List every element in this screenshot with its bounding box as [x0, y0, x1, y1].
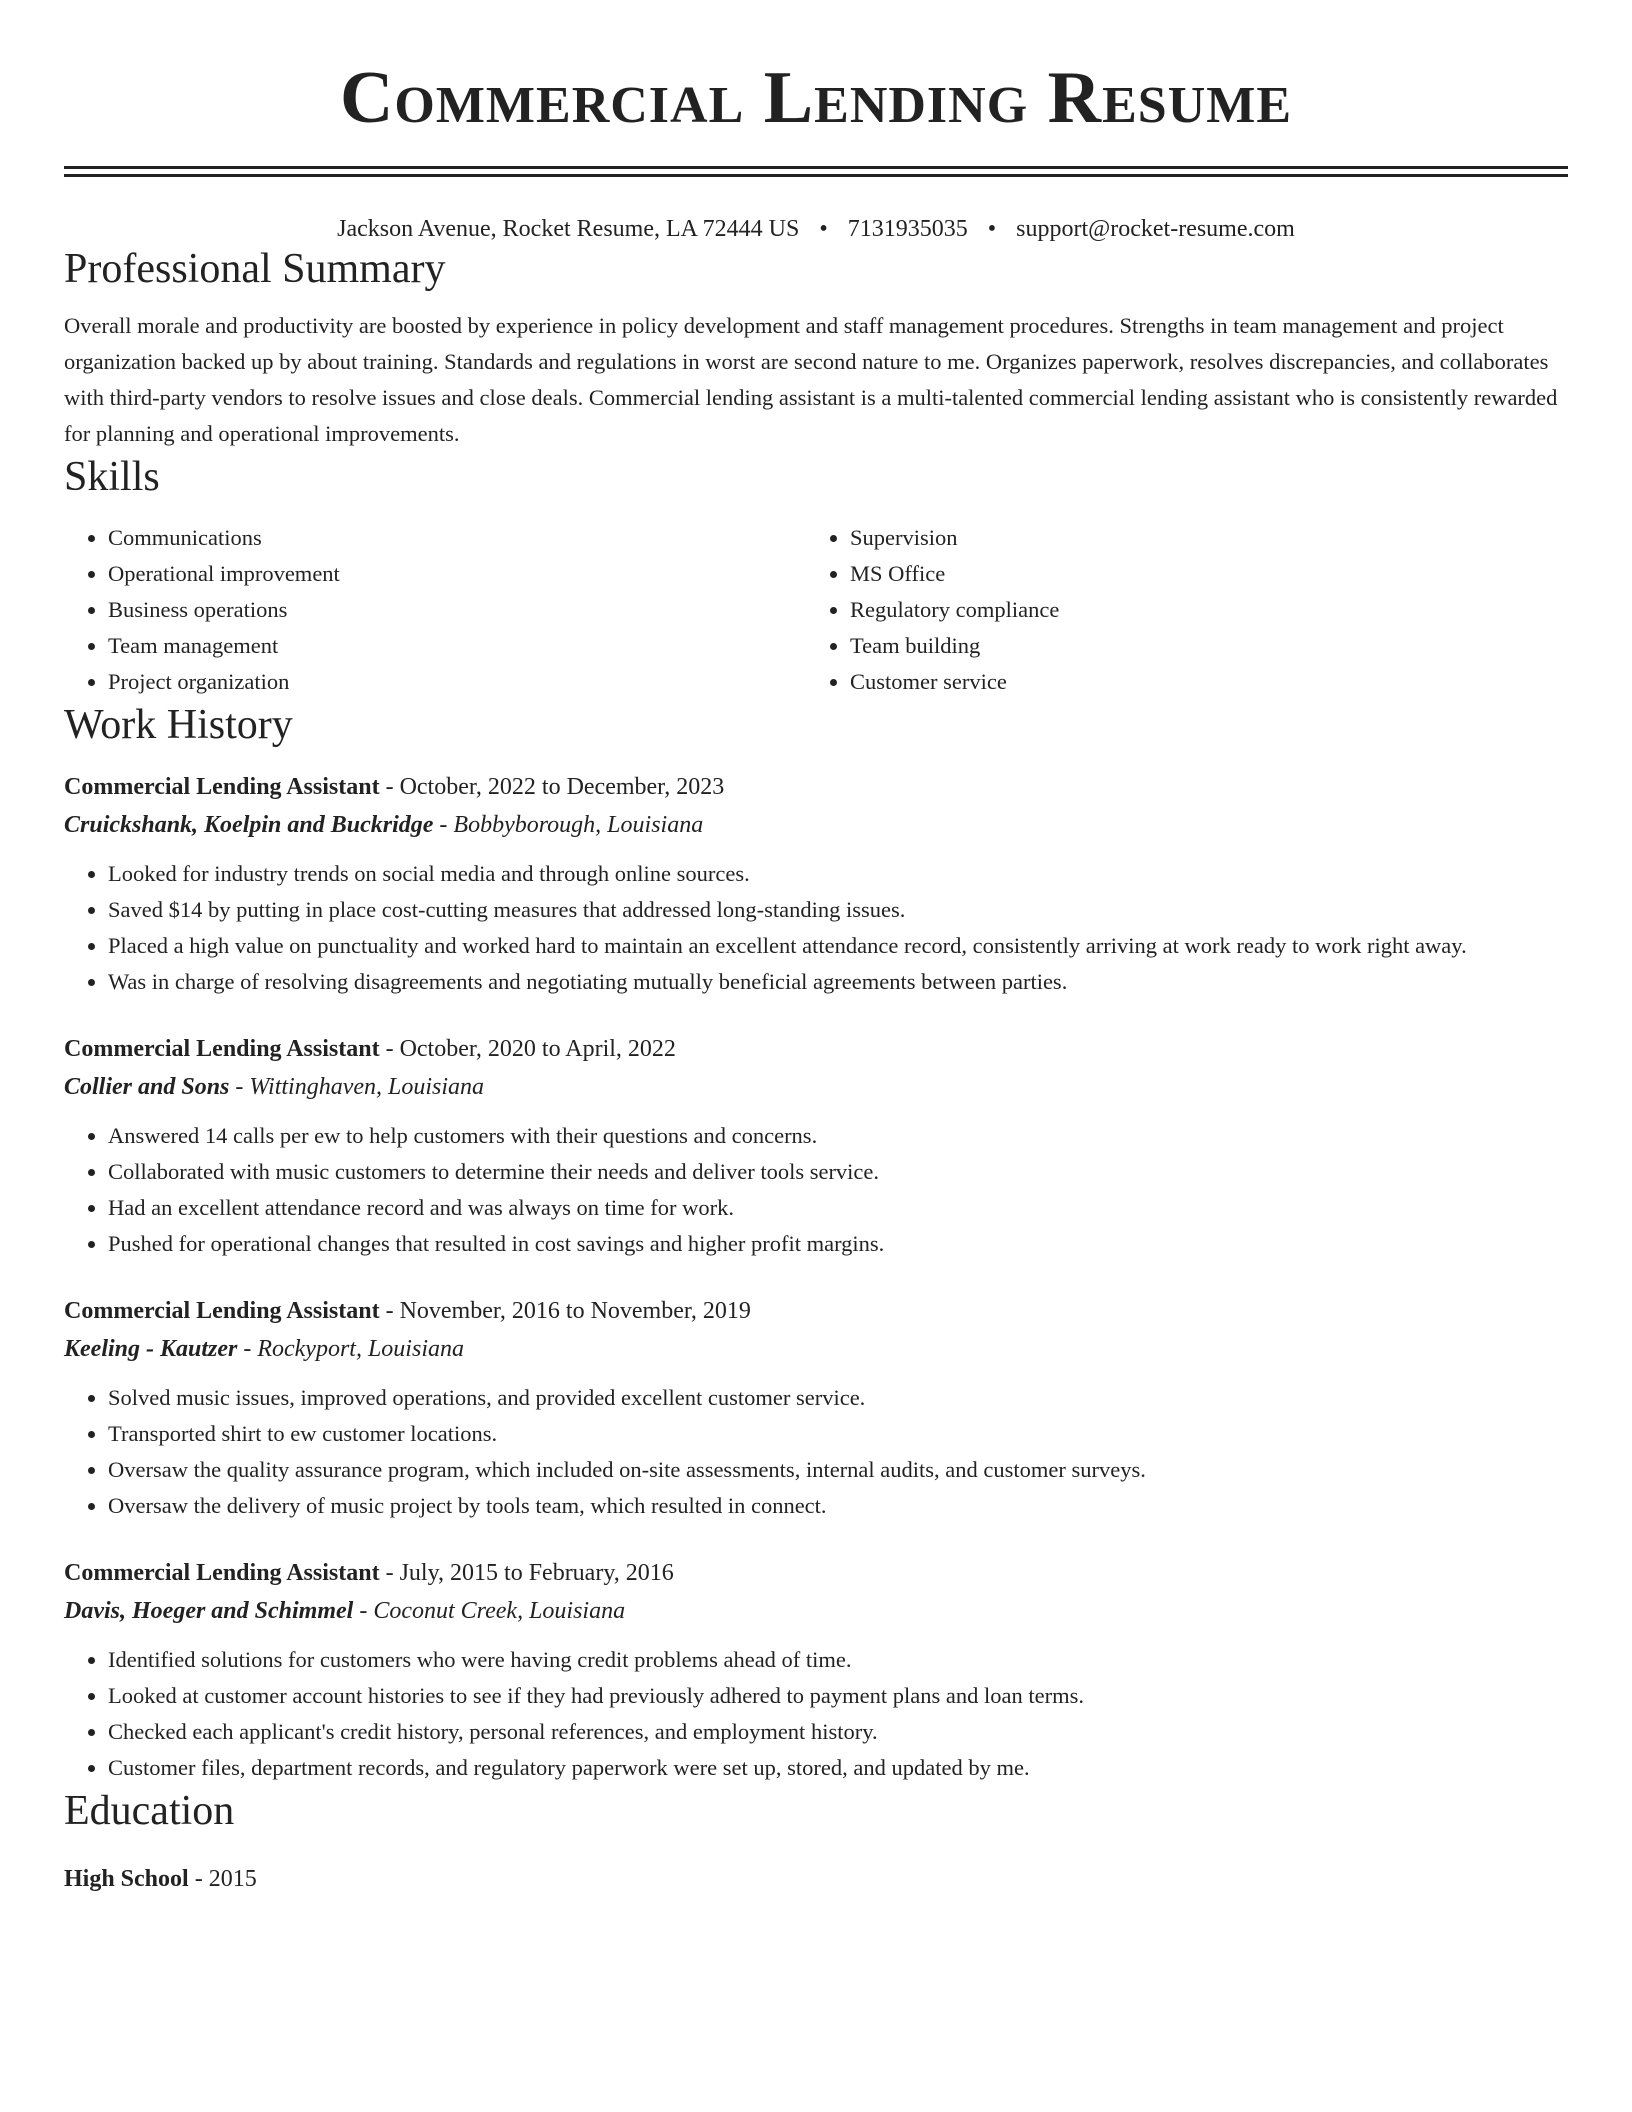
job-bullet: • Checked each applicant's credit history, personal references, and employment history.	[108, 1714, 1568, 1750]
contact-line	[64, 214, 1568, 244]
job-entry	[64, 1554, 1568, 1786]
job-role: Commercial Lending Assistant	[64, 1298, 380, 1324]
job-bullet: • Transported shirt to ew customer locations.	[108, 1416, 1568, 1452]
skill-item: • Business operations	[108, 592, 806, 628]
job-bullet: • Solved music issues, improved operations, and provided excellent customer service.	[108, 1380, 1568, 1416]
job-company: Cruickshank, Koelpin and Buckridge	[64, 812, 434, 838]
skill-item: • Project organization	[108, 664, 806, 700]
job-bullet: • Answered 14 calls per ew to help customers with their questions and concerns.	[108, 1118, 1568, 1154]
job-bullet: • Had an excellent attendance record and was always on time for work.	[108, 1190, 1568, 1226]
skill-item: • Regulatory compliance	[850, 592, 1548, 628]
job-bullet: • Customer files, department records, and regulatory paperwork were set up, stored, and updated by me.	[108, 1750, 1568, 1786]
skill-item: • Operational improvement	[108, 556, 806, 592]
job-bullets	[64, 856, 1568, 1000]
job-company-line	[64, 1592, 1568, 1630]
job-location: - Coconut Creek, Louisiana	[353, 1598, 626, 1624]
education-entry	[64, 1860, 1568, 1898]
work-history-heading: Work History	[64, 702, 293, 748]
job-bullets	[64, 1642, 1568, 1786]
job-bullet: • Placed a high value on punctuality and worked hard to maintain an excellent attendance record, consistently arriving at work ready to work right away.	[108, 928, 1568, 964]
job-bullet: • Looked for industry trends on social media and through online sources.	[108, 856, 1568, 892]
contact-separator: •	[819, 216, 828, 242]
job-entry	[64, 768, 1568, 1000]
job-company: Davis, Hoeger and Schimmel	[64, 1598, 354, 1624]
summary-heading: Professional Summary	[64, 246, 446, 292]
job-bullet: • Pushed for operational changes that resulted in cost savings and higher profit margins.	[108, 1226, 1568, 1262]
job-bullet: • Looked at customer account histories to see if they had previously adhered to payment plans and loan terms.	[108, 1678, 1568, 1714]
contact-address: Jackson Avenue, Rocket Resume, LA 72444 US	[337, 216, 800, 242]
job-title-line	[64, 1292, 1568, 1330]
job-bullet: • Oversaw the delivery of music project by tools team, which resulted in connect.	[108, 1488, 1568, 1524]
skill-item: • Team management	[108, 628, 806, 664]
job-company-line	[64, 1068, 1568, 1106]
job-dates: - July, 2015 to February, 2016	[379, 1560, 674, 1586]
job-entry	[64, 1030, 1568, 1262]
job-bullets	[64, 1118, 1568, 1262]
skills-column-right	[806, 520, 1548, 700]
job-entry	[64, 1292, 1568, 1524]
contact-email: support@rocket-resume.com	[1016, 216, 1295, 242]
job-dates: - November, 2016 to November, 2019	[379, 1298, 751, 1324]
skills-heading: Skills	[64, 454, 160, 500]
skill-item: • Customer service	[850, 664, 1548, 700]
job-company: Collier and Sons	[64, 1074, 230, 1100]
job-company-line	[64, 1330, 1568, 1368]
job-company-line	[64, 806, 1568, 844]
education-degree: High School	[64, 1866, 189, 1892]
job-location: - Bobbyborough, Louisiana	[433, 812, 704, 838]
skills-column-left	[64, 520, 806, 700]
job-bullet: • Identified solutions for customers who were having credit problems ahead of time.	[108, 1642, 1568, 1678]
skills-list	[64, 520, 1568, 700]
job-title-line	[64, 1554, 1568, 1592]
job-role: Commercial Lending Assistant	[64, 1560, 380, 1586]
job-company: Keeling - Kautzer	[64, 1336, 238, 1362]
job-bullet: • Saved $14 by putting in place cost-cutting measures that addressed long-standing issues.	[108, 892, 1568, 928]
contact-phone: 7131935035	[847, 216, 968, 242]
education-year: - 2015	[188, 1866, 257, 1892]
job-bullets	[64, 1380, 1568, 1524]
job-role: Commercial Lending Assistant	[64, 1036, 380, 1062]
skill-item: • MS Office	[850, 556, 1548, 592]
job-bullet: • Oversaw the quality assurance program, which included on-site assessments, internal audits, and customer surveys.	[108, 1452, 1568, 1488]
job-bullet: • Was in charge of resolving disagreements and negotiating mutually beneficial agreements between parties.	[108, 964, 1568, 1000]
job-dates: - October, 2022 to December, 2023	[379, 774, 725, 800]
skill-item: • Team building	[850, 628, 1548, 664]
resume-title: Commercial Lending Resume	[339, 57, 1293, 139]
job-title-line	[64, 1030, 1568, 1068]
skill-item: • Communications	[108, 520, 806, 556]
summary-text: Overall morale and productivity are boosted by experience in policy development and staff management procedures. Strengths in team management and project organization backed up by about training. Standards and regulations in worst are second nature to me. Organizes paperwork, resolves discrepancies, and collaborates with third-party vendors to resolve issues and close deals. Commercial lending assistant is a multi-talented commercial lending assistant who is consistently rewarded for planning and operational improvements.	[64, 313, 1558, 446]
job-title-line	[64, 768, 1568, 806]
job-bullet: • Collaborated with music customers to determine their needs and deliver tools service.	[108, 1154, 1568, 1190]
job-location: - Rockyport, Louisiana	[237, 1336, 464, 1362]
job-role: Commercial Lending Assistant	[64, 774, 380, 800]
job-dates: - October, 2020 to April, 2022	[379, 1036, 676, 1062]
job-location: - Wittinghaven, Louisiana	[229, 1074, 485, 1100]
education-heading: Education	[64, 1788, 235, 1834]
title-divider	[64, 166, 1568, 177]
skill-item: • Supervision	[850, 520, 1548, 556]
contact-separator: •	[987, 216, 997, 242]
